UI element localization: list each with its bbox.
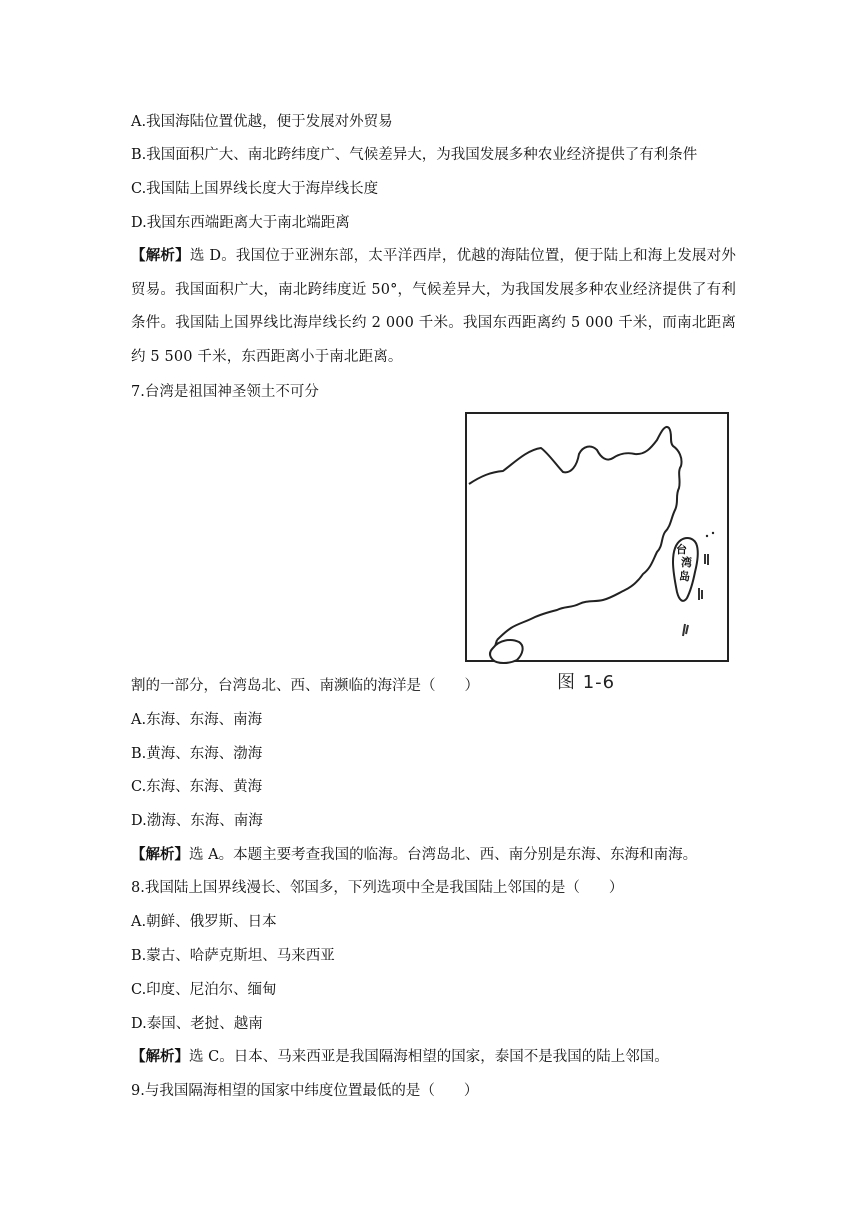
q6-option-a: A.我国海陆位置优越，便于发展对外贸易 [131,114,393,130]
q7-option-c: C.东海、东海、黄海 [131,779,263,795]
q6-option-c: C.我国陆上国界线长度大于海岸线长度 [131,181,379,197]
q8-analysis-text: 选 C。日本、马来西亚是我国隔海相望的国家，泰国不是我国的陆上邻国。 [189,1049,669,1065]
q8-option-b: B.蒙古、哈萨克斯坦、马来西亚 [131,948,335,964]
q7-option-d: D.渤海、东海、南海 [131,813,263,829]
figure-caption: 图 1-6 [557,672,616,693]
islet-dot [712,532,714,534]
q7-option-b: B.黄海、东海、渤海 [131,746,263,762]
q8-option-d: D.泰国、老挝、越南 [131,1016,263,1032]
q8-stem: 8.我国陆上国界线漫长、邻国多，下列选项中全是我国陆上邻国的是（ ） [131,880,624,896]
islet-mark [699,588,702,600]
q7-stem-part2: 割的一部分，台湾岛北、西、南濒临的海洋是（ ） [131,678,479,694]
q6-analysis-tag: 【解析】 [131,247,190,264]
q7-analysis-tag: 【解析】 [131,846,189,863]
q6-option-b: B.我国面积广大、南北跨纬度广、气候差异大，为我国发展多种农业经济提供了有利条件 [131,147,698,163]
map-drawing [467,414,731,664]
island-label-1: 台 [676,543,687,556]
island-label-3: 岛 [679,570,690,583]
q8-analysis-tag: 【解析】 [131,1048,189,1065]
taiwan-map [465,412,729,662]
q7-option-a: A.东海、东海、南海 [131,712,263,728]
q7-figure [465,412,733,694]
q7-stem-part1: 7.台湾是祖国神圣领土不可分 [131,384,319,400]
q6-analysis [131,239,736,374]
islet-mark [705,554,708,565]
q8-option-c: C.印度、尼泊尔、缅甸 [131,982,277,998]
q8-option-a: A.朝鲜、俄罗斯、日本 [131,914,277,930]
island-label-2: 湾 [681,556,692,569]
q7-analysis-text: 选 A。本题主要考查我国的临海。台湾岛北、西、南分别是东海、东海和南海。 [189,847,698,863]
q8-analysis [131,1048,736,1066]
islet-dot [706,535,708,537]
q7-analysis [131,846,736,864]
q6-analysis-text: 选 D。我国位于亚洲东部，太平洋西岸，优越的海陆位置，便于陆上和海上发展对外贸易。我国面积广大，南北跨纬度近 50°，气候差异大，为我国发展多种农业经济提供了有利条件。我国陆上国界线比海岸线长约 2 000 千米。我国东西距离约 5 000 千米，而南北距离约 5 500 千米，东西距离小于南北距离。 [131,248,736,365]
q9-stem: 9.与我国隔海相望的国家中纬度位置最低的是（ ） [131,1083,479,1099]
islet-mark [683,624,688,636]
q6-option-d: D.我国东西端距离大于南北端距离 [131,215,350,231]
mainland-coastline [469,427,682,640]
